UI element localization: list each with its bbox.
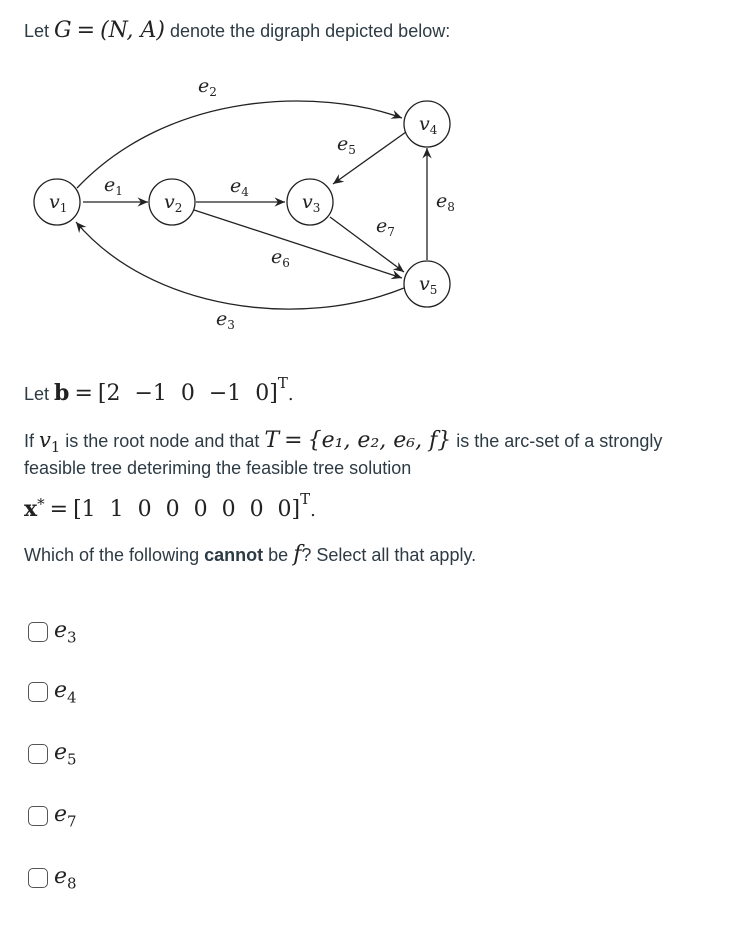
node-v1 — [34, 179, 80, 225]
x-transpose: T — [300, 490, 311, 508]
b-equals: = — [74, 381, 93, 406]
label-e2: $e_2$ — [198, 75, 217, 99]
node-v2 — [149, 179, 195, 225]
label-e1: $e_1$ — [104, 174, 123, 198]
digraph — [0, 60, 752, 400]
x-star: * — [37, 495, 45, 513]
label-e5: $e_5$ — [337, 133, 356, 157]
b-prefix: Let — [24, 384, 50, 404]
option-e7-checkbox[interactable] — [28, 806, 48, 826]
tree-part1: If — [24, 431, 35, 451]
svg-text:v1: $v_1$ — [49, 191, 68, 215]
x-vector: [1 1 0 0 0 0 0 0] — [73, 497, 301, 522]
question-emphasis: cannot — [204, 545, 264, 565]
x-vector-line — [24, 490, 316, 522]
svg-text:v4: $v_4$ — [419, 113, 438, 137]
option-e5-label: $e_5$ — [54, 740, 77, 769]
svg-text:v3: $v_3$ — [302, 191, 321, 215]
label-e8: $e_8$ — [436, 190, 455, 214]
option-e5[interactable] — [28, 740, 77, 768]
intro-suffix: denote the digraph depicted below: — [170, 21, 451, 41]
option-e3[interactable] — [28, 618, 77, 646]
x-equals: = — [49, 497, 69, 522]
label-e6: $e_6$ — [271, 246, 290, 270]
graph-definition: (N, A) — [100, 18, 165, 43]
tree-equals: = — [284, 428, 303, 453]
question-suffix: ? Select all that apply. — [301, 545, 477, 565]
option-e3-checkbox[interactable] — [28, 622, 48, 642]
question-symbol: f — [293, 542, 302, 567]
b-vector: [2 −1 0 −1 0] — [97, 381, 278, 406]
question-middle: be — [268, 545, 289, 565]
option-e7[interactable] — [28, 802, 77, 830]
intro-prefix: Let — [24, 21, 50, 41]
option-e4[interactable] — [28, 678, 77, 706]
intro-line — [24, 18, 450, 43]
option-e8-checkbox[interactable] — [28, 868, 48, 888]
tree-line — [24, 428, 662, 456]
question — [24, 542, 476, 567]
label-e7: $e_7$ — [376, 215, 395, 239]
svg-text:v2: $v_2$ — [164, 191, 183, 215]
node-v4 — [404, 101, 450, 147]
tree-line-2: feasible tree deteriming the feasible tree solution — [24, 458, 412, 478]
option-e7-label: $e_7$ — [54, 802, 77, 831]
label-e4: $e_4$ — [230, 175, 249, 199]
tree-symbol: T — [264, 428, 280, 453]
tree-part3: is the arc-set of a strongly — [456, 431, 663, 451]
option-e8-label: $e_8$ — [54, 864, 77, 893]
x-end: . — [310, 500, 316, 521]
option-e3-label: $e_3$ — [54, 618, 77, 647]
b-end: . — [287, 384, 294, 405]
label-e3: $e_3$ — [216, 308, 235, 332]
b-symbol: b — [54, 380, 70, 406]
b-transpose: T — [277, 374, 288, 392]
x-symbol: x — [24, 496, 38, 522]
option-e4-label: $e_4$ — [54, 678, 77, 707]
tree-set: {e₁, e₂, e₆, f} — [307, 428, 452, 453]
node-v5 — [404, 261, 450, 307]
node-v3 — [287, 179, 333, 225]
option-e4-checkbox[interactable] — [28, 682, 48, 702]
option-e8[interactable] — [28, 864, 77, 892]
intro-equals: = — [76, 18, 96, 43]
b-vector-line — [24, 374, 294, 406]
option-e5-checkbox[interactable] — [28, 744, 48, 764]
graph-symbol: G — [54, 18, 72, 43]
tree-part2: is the root node and that — [65, 431, 260, 451]
root-symbol: $v_1$ — [39, 428, 61, 457]
question-prefix: Which of the following — [24, 545, 200, 565]
svg-text:v5: $v_5$ — [419, 273, 438, 297]
